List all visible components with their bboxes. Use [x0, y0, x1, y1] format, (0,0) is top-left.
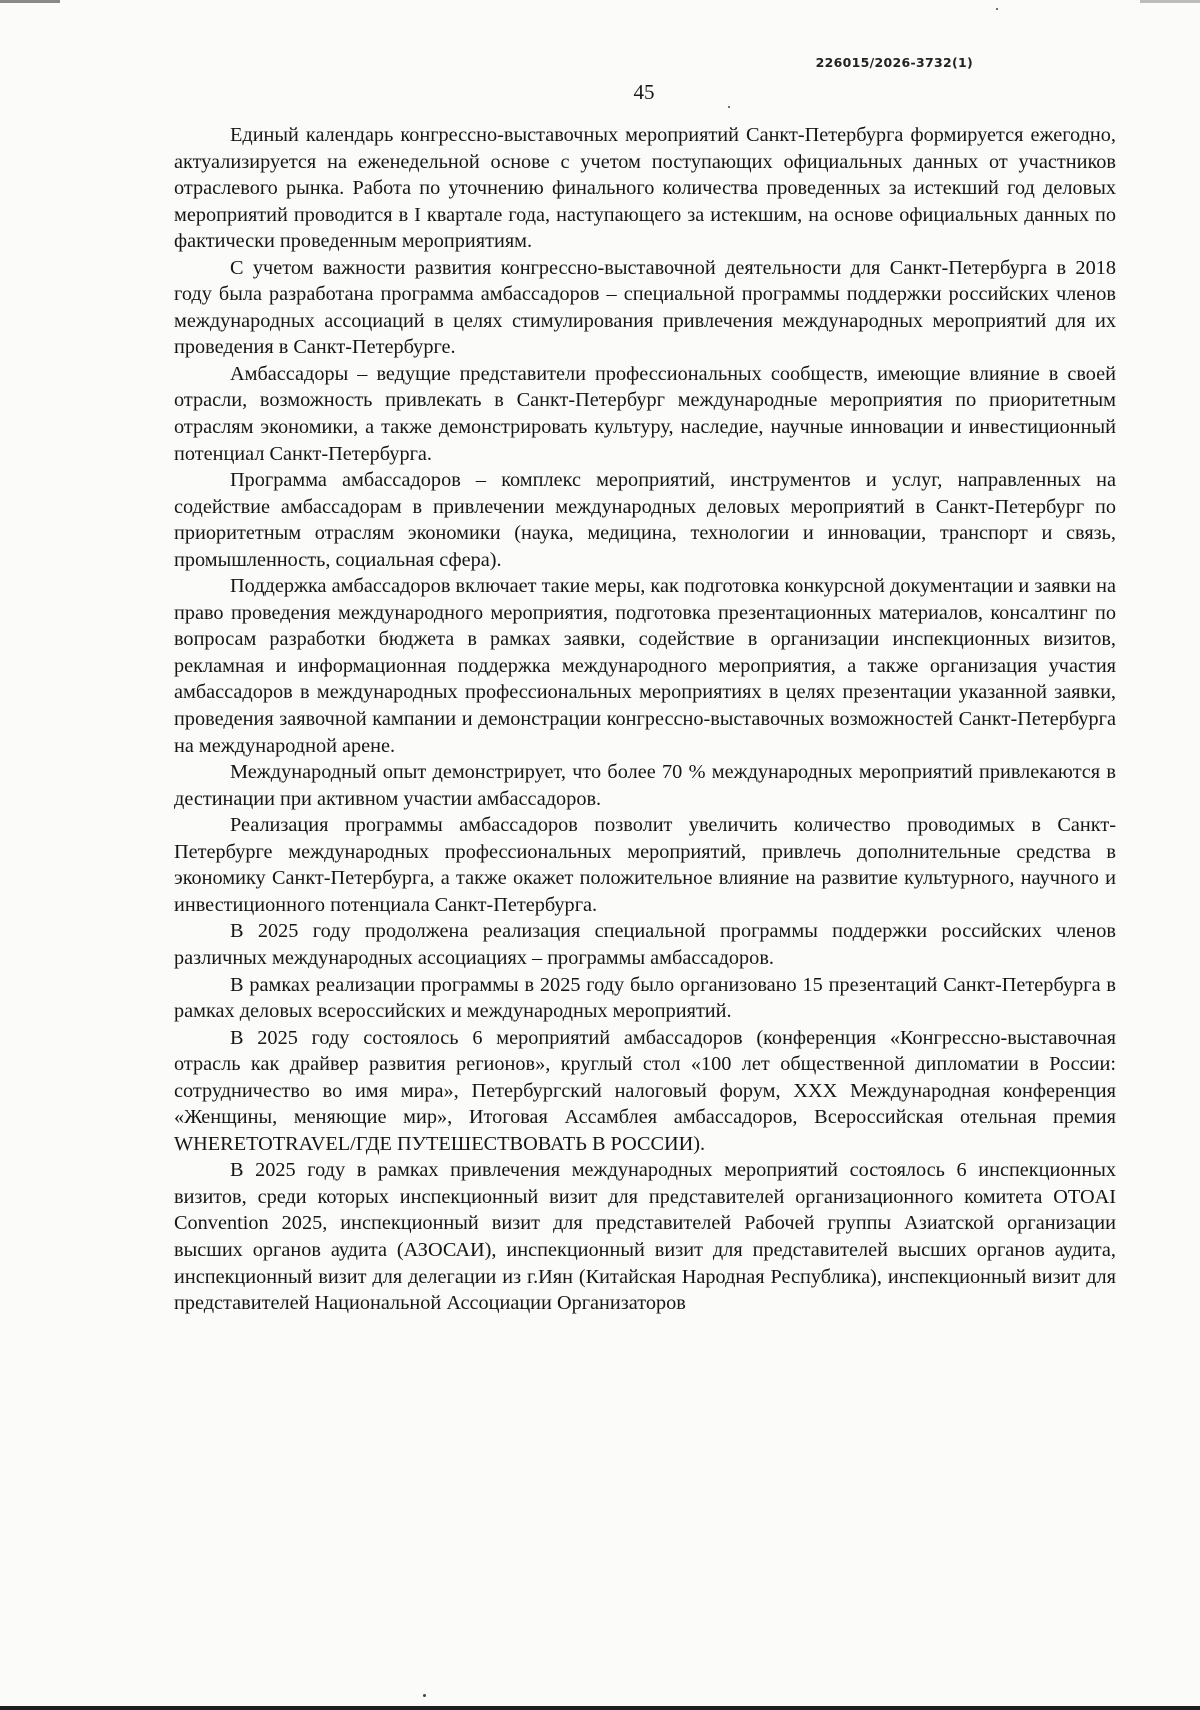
paragraph: С учетом важности развития конгрессно-выставочной деятельности для Санкт-Петербурга в 2018 году была разработана программа амбассадоров – специальной программы поддержки российских членов международных ассоциаций в целях стимулирования привлечения международных мероприятий для их проведения в Санкт-Петербурге. — [174, 256, 1116, 359]
paragraph: Единый календарь конгрессно-выставочных мероприятий Санкт-Петербурга формируется ежегодно, актуализируется на еженедельной основе с учетом поступающих официальных данных от участников отраслевого рынка. Работа по уточнению финального количества проведенных за истекший год деловых мероприятий проводится в I квартале года, наступающего за истекшим, на основе официальных данных по фактически проведенным мероприятиям. — [174, 124, 1116, 253]
paragraph: В 2025 году продолжена реализация специальной программы поддержки российских членов различных международных ассоциациях – программы амбассадоров. — [174, 920, 1116, 969]
paragraph: Поддержка амбассадоров включает такие меры, как подготовка конкурсной документации и заявки на право проведения международного мероприятия, подготовка презентационных материалов, консалтинг по вопросам разработки бюджета в рамках заявки, содействие в организации инспекционных визитов, рекламная и информационная поддержка международного мероприятия, а также организация участия амбассадоров в международных профессиональных мероприятиях в целях презентации указанной заявки, проведения заявочной кампании и демонстрации конгрессно-выставочных возможностей Санкт-Петербурга на международной арене. — [174, 575, 1116, 757]
scan-top-edge — [0, 0, 1200, 3]
scan-speck — [996, 8, 998, 10]
scan-bottom-edge — [0, 1706, 1200, 1710]
paragraph: В 2025 году состоялось 6 мероприятий амбассадоров (конференция «Конгрессно-выставочная отрасль как драйвер развития регионов», круглый стол «100 лет общественной дипломатии в России: сотрудничество во имя мира», Петербургский налоговый форум, XXX Международная конференция «Женщины, меняющие мир», Итоговая Ассамблея амбассадоров, Всероссийская отельная премия WHERETOTRAVEL/ГДЕ ПУТЕШЕСТВОВАТЬ В РОССИИ). — [174, 1026, 1116, 1155]
document-body — [174, 122, 1116, 1317]
scan-speck — [728, 106, 730, 108]
paragraph: Реализация программы амбассадоров позволит увеличить количество проводимых в Санкт-Петербурге международных профессиональных мероприятий, привлечь дополнительные средства в экономику Санкт-Петербурга, а также окажет положительное влияние на развитие культурного, научного и инвестиционного потенциала Санкт-Петербурга. — [174, 814, 1116, 916]
paragraph: В 2025 году в рамках привлечения международных мероприятий состоялось 6 инспекционных визитов, среди которых инспекционный визит для представителей организационного комитета OTOAI Convention 2025, инспекционный визит для представителей Рабочей группы Азиатской организации высших органов аудита (АЗОСАИ), инспекционный визит для представителей высших органов аудита, инспекционный визит для делегации из г.Иян (Китайская Народная Республика), инспекционный визит для представителей Национальной Ассоциации Организаторов — [174, 1159, 1116, 1315]
scan-speck — [423, 1694, 426, 1697]
paragraph: Программа амбассадоров – комплекс мероприятий, инструментов и услуг, направленных на содействие амбассадорам в привлечении международных деловых мероприятий в Санкт-Петербург по приоритетным отраслям экономики (наука, медицина, технологии и инновации, транспорт и связь, промышленность, социальная сфера). — [174, 469, 1116, 571]
page-number: 45 — [633, 80, 655, 104]
registration-number: 226015/2026-3732(1) — [815, 55, 973, 70]
paragraph: Амбассадоры – ведущие представители профессиональных сообществ, имеющие влияние в своей отрасли, возможность привлекать в Санкт-Петербург международные мероприятия по приоритетным отраслям экономики, а также демонстрировать культуру, наследие, научные инновации и инвестиционный потенциал Санкт-Петербурга. — [174, 362, 1116, 465]
paragraph: В рамках реализации программы в 2025 году было организовано 15 презентаций Санкт-Петербурга в рамках деловых всероссийских и международных мероприятий. — [174, 973, 1116, 1023]
paragraph: Международный опыт демонстрирует, что более 70 % международных мероприятий привлекаются в дестинации при активном участии амбассадоров. — [174, 761, 1116, 810]
